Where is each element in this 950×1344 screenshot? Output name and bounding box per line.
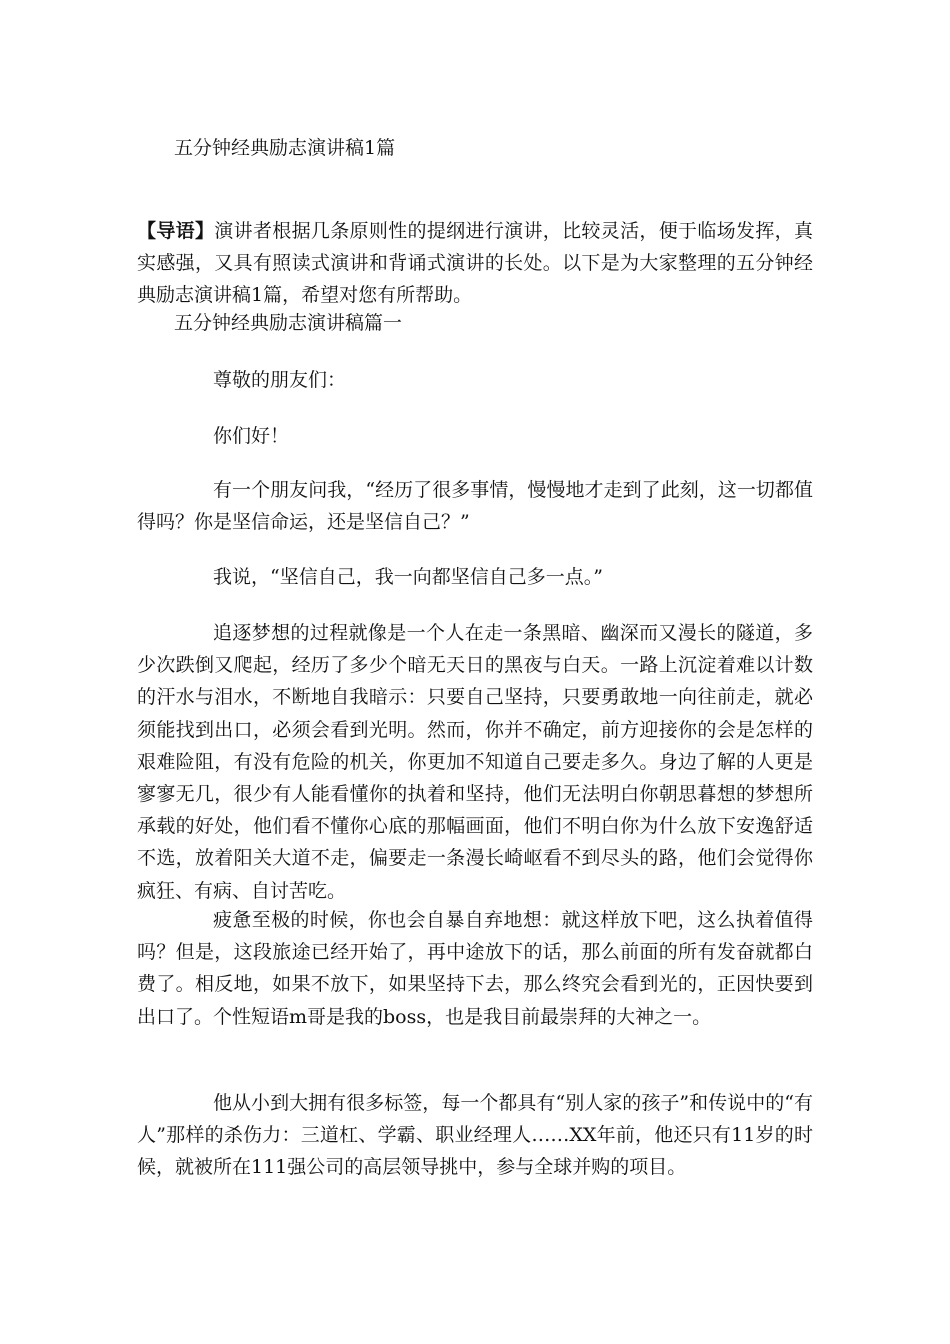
- intro-lead-label: 【导语】: [137, 220, 215, 242]
- body-paragraph: 追逐梦想的过程就像是一个人在走一条黑暗、幽深而又漫长的隧道，多少次跌倒又爬起，经历了多少个暗无天日的黑夜与白天。一路上沉淀着难以计数的汗水与泪水，不断地自我暗示：只要自己坚持，只要勇敢地一向往前走，就必须能找到出口，必须会看到光明。然而，你并不确定，前方迎接你的会是怎样的艰难险阻，有没有危险的机关，你更加不知道自己要走多久。身边了解的人更是寥寥无几，很少有人能看懂你的执着和坚持，他们无法明白你朝思暮想的梦想所承载的好处，他们看不懂你心底的那幅画面，他们不明白你为什么放下安逸舒适不选，放着阳关大道不走，偏要走一条漫长崎岖看不到尽头的路，他们会觉得你疯狂、有病、自讨苦吃。: [137, 622, 813, 902]
- body-paragraph: 他从小到大拥有很多标签，每一个都具有“别人家的孩子”和传说中的“有人”那样的杀伤力：三道杠、学霸、职业经理人……XX年前，他还只有11岁的时候，就被所在111强公司的高层领导挑中，参与全球并购的项目。: [137, 1092, 813, 1179]
- body-paragraph: 疲惫至极的时候，你也会自暴自弃地想：就这样放下吧，这么执着值得吗？但是，这段旅途已经开始了，再中途放下的话，那么前面的所有发奋就都白费了。相反地，如果不放下，如果坚持下去，那么终究会看到光的，正因快要到出口了。个性短语m哥是我的boss，也是我目前最崇拜的大神之一。: [137, 909, 813, 1028]
- greeting-hello: 你们好！: [213, 425, 290, 447]
- greeting-line: 尊敬的朋友们：: [213, 369, 347, 391]
- body-paragraph: 我说，“坚信自己，我一向都坚信自己多一点。”: [213, 566, 603, 588]
- intro-text: 演讲者根据几条原则性的提纲进行演讲，比较灵活，便于临场发挥，真实感强，又具有照读式演讲和背诵式演讲的长处。以下是为大家整理的五分钟经典励志演讲稿1篇，希望对您有所帮助。: [137, 220, 813, 307]
- document-title: 五分钟经典励志演讲稿1篇: [174, 137, 396, 159]
- section-title: 五分钟经典励志演讲稿篇一: [174, 312, 403, 334]
- body-paragraph: 有一个朋友问我，“经历了很多事情，慢慢地才走到了此刻，这一切都值得吗？你是坚信命运，还是坚信自己？”: [137, 479, 813, 534]
- intro-paragraph: [137, 215, 813, 312]
